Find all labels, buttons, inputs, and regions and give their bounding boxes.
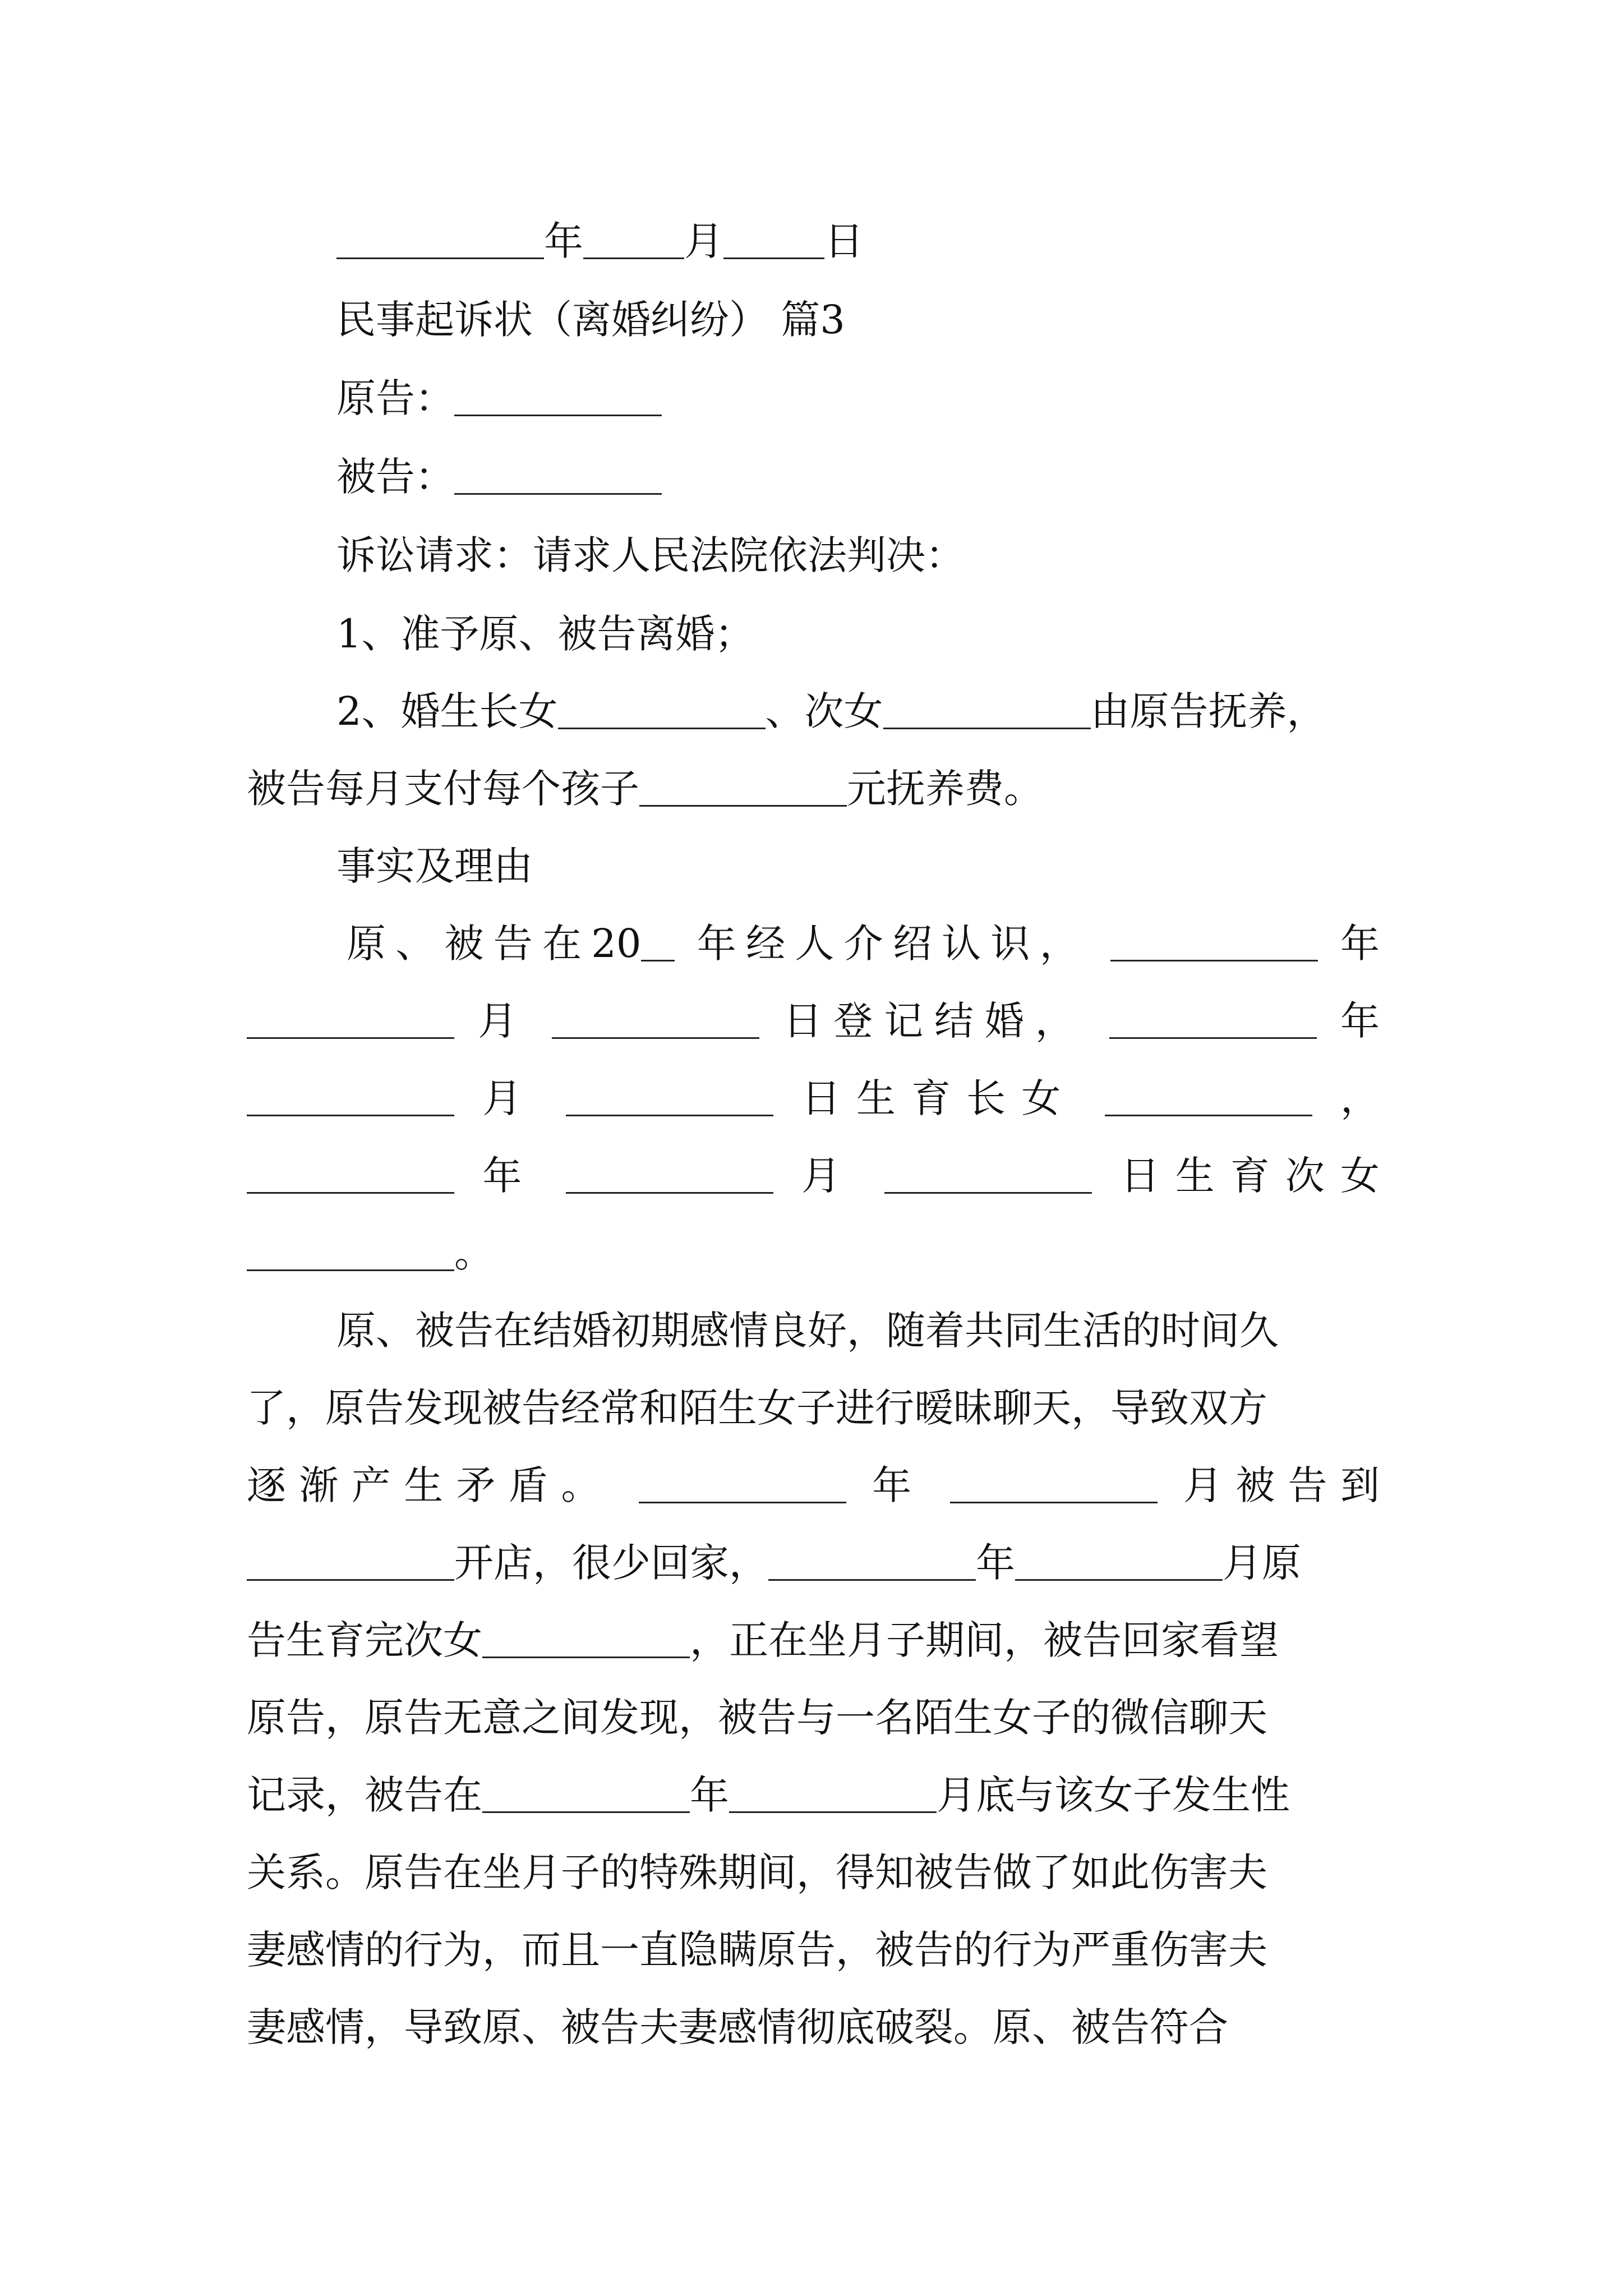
year-blank (336, 224, 544, 259)
facts1-line-3 (247, 1070, 1380, 1126)
facts2-line-10: 妻感情，导致原、被告夫妻感情彻底破裂。原、被告符合 (247, 2004, 1228, 2050)
facts2-text: 逐渐产生矛盾。 (247, 1462, 614, 1508)
date-blank (247, 1004, 454, 1039)
facts2-line-1: 原、被告在结婚初期感情良好，随着共同生活的时间久 (336, 1308, 1279, 1354)
document-title: 民事起诉状（离婚纠纷） 篇3 (336, 297, 845, 343)
facts1-line-2 (247, 993, 1380, 1049)
plaintiff-label: 原告： (336, 375, 454, 421)
name-blank (482, 1623, 690, 1658)
facts2-line-7 (247, 1767, 1380, 1823)
date-blank (482, 1778, 690, 1813)
younger-daughter-blank (883, 694, 1091, 729)
facts2-line-5 (247, 1612, 1380, 1668)
facts1-text: 日生育次女 (1120, 1153, 1380, 1199)
support-amount-blank (639, 771, 847, 807)
facts1-text: 日生育长女 (801, 1075, 1077, 1121)
facts2-line-4 (247, 1535, 1380, 1591)
month-blank (583, 224, 684, 259)
claim-2-continued (247, 761, 1380, 817)
year-label: 年 (544, 218, 583, 264)
facts2-text: 月原 (1223, 1540, 1301, 1586)
date-blank (552, 1004, 759, 1039)
claim2-part-a: 2、婚生长女 (336, 688, 558, 734)
date-blank (1015, 1545, 1223, 1581)
facts1-text: 月 (801, 1153, 857, 1199)
day-blank (723, 224, 824, 259)
facts1-text: 日登记结婚， (783, 998, 1086, 1044)
day-label: 日 (824, 218, 864, 264)
date-blank (247, 1081, 454, 1116)
defendant-blank (454, 459, 662, 495)
defendant-label: 被告： (336, 454, 454, 500)
facts1-text: 月 (482, 1075, 538, 1121)
facts2-text: 开店，很少回家， (454, 1540, 768, 1586)
claims-heading: 诉讼请求：请求人民法院依法判决： (336, 532, 965, 578)
facts1-text: ， (1340, 1075, 1380, 1121)
facts1-text: 年经人介绍认识， (697, 921, 1089, 967)
date-blank (247, 1158, 454, 1194)
name-blank (247, 1236, 454, 1271)
name-blank (1105, 1081, 1312, 1116)
claim2-part-c: 由原告抚养， (1090, 688, 1326, 734)
facts2-line-3 (247, 1457, 1380, 1513)
facts1-line-1 (347, 915, 1380, 972)
facts2-line-6: 原告，原告无意之间发现，被告与一名陌生女子的微信聊天 (247, 1695, 1267, 1741)
date-blank (884, 1158, 1092, 1194)
facts1-text: 年 (482, 1153, 538, 1199)
date-blank (639, 1468, 846, 1503)
date-blank (566, 1158, 773, 1194)
claim-1: 1、准予原、被告离婚； (336, 611, 754, 657)
facts2-text: 记录，被告在 (247, 1772, 482, 1818)
facts2-text: 年 (976, 1540, 1015, 1586)
facts2-text: 告生育完次女 (247, 1617, 482, 1663)
date-blank (1110, 926, 1318, 961)
claim2-cont-b: 元抚养费。 (847, 766, 1043, 812)
facts1-line-5 (247, 1225, 1380, 1281)
facts1-text: 年 (1340, 921, 1380, 967)
facts-heading: 事实及理由 (336, 843, 533, 889)
facts2-text: 年 (690, 1772, 729, 1818)
facts2-text: 月底与该女子发生性 (937, 1772, 1290, 1818)
facts1-line-4 (247, 1148, 1380, 1204)
place-blank (247, 1545, 454, 1581)
date-blank (768, 1545, 976, 1581)
month-label: 月 (684, 218, 723, 264)
claim-2 (336, 683, 1380, 739)
facts1-text: 年 (1340, 998, 1380, 1044)
facts2-text: 月被告到 (1183, 1462, 1380, 1508)
date-blank (950, 1468, 1158, 1503)
year-suffix-blank (641, 926, 675, 961)
facts1-text: 原、被告在20 (347, 921, 642, 967)
facts2-text: ，正在坐月子期间，被告回家看望 (690, 1617, 1279, 1663)
date-blank (729, 1778, 937, 1813)
facts1-text: 。 (454, 1230, 494, 1276)
facts2-line-8: 关系。原告在坐月子的特殊期间，得知被告做了如此伤害夫 (247, 1849, 1267, 1895)
date-line (336, 213, 1469, 269)
claim2-cont-a: 被告每月支付每个孩子 (247, 766, 639, 812)
claim2-part-b: 、次女 (765, 688, 883, 734)
defendant-line (336, 449, 1469, 505)
facts2-line-2: 了，原告发现被告经常和陌生女子进行暧昧聊天，导致双方 (247, 1385, 1267, 1431)
elder-daughter-blank (558, 694, 766, 729)
plaintiff-blank (454, 381, 662, 416)
facts1-text: 月 (478, 998, 529, 1044)
plaintiff-line (336, 370, 1469, 426)
date-blank (566, 1081, 773, 1116)
date-blank (1109, 1004, 1317, 1039)
facts2-line-9: 妻感情的行为，而且一直隐瞒原告，被告的行为严重伤害夫 (247, 1927, 1267, 1973)
facts2-text: 年 (872, 1462, 925, 1508)
